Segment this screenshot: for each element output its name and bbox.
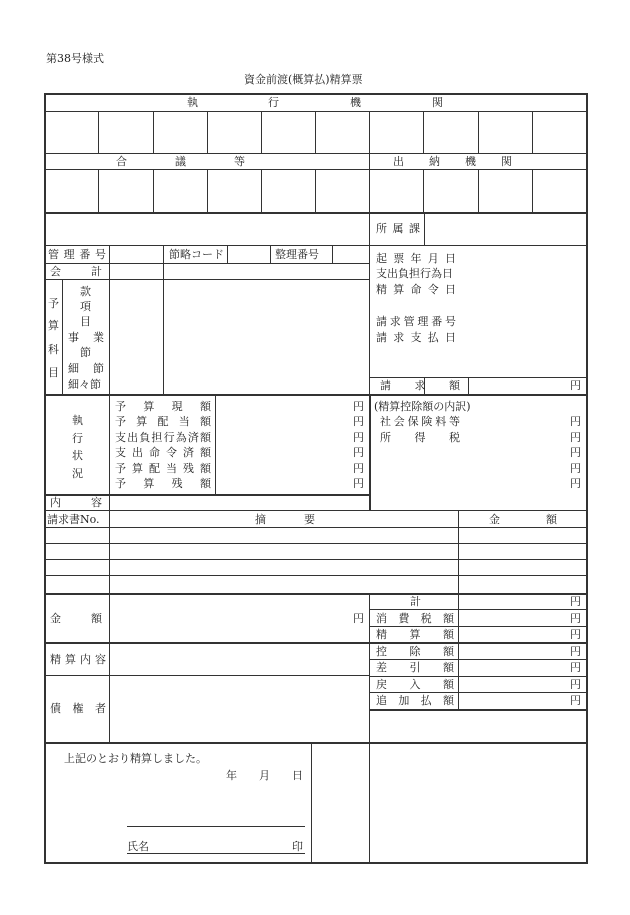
budget-subject-3: 科 <box>48 343 59 356</box>
commitment-done-yen: 円 <box>353 431 364 444</box>
social-insurance-yen: 円 <box>570 415 581 428</box>
refund-amount-yen: 円 <box>570 678 581 691</box>
budget-item-kan: 款 <box>80 285 91 298</box>
deduction-yen-5: 円 <box>570 477 581 490</box>
invoice-no-header: 請求書No. <box>47 513 100 526</box>
execution-status-1: 執 <box>72 414 83 427</box>
execution-status-4: 況 <box>72 467 83 480</box>
executing-agency-4: 関 <box>432 96 443 109</box>
council-1: 合 <box>116 155 127 168</box>
commitment-done-label: 支 出 負 担 行 為 済 額 <box>115 431 211 444</box>
claim-payment-date-label: 請 求 支 払 日 <box>376 331 456 344</box>
budget-subject-2: 算 <box>48 319 59 332</box>
deduction-yen-3: 円 <box>570 446 581 459</box>
month-label: 月 <box>259 769 270 782</box>
amount-header: 金 額 <box>489 513 557 526</box>
frame-bottom <box>44 862 588 864</box>
executing-agency-3: 機 <box>350 96 361 109</box>
execution-status-3: 状 <box>72 449 83 462</box>
additional-payment-label: 追 加 払 額 <box>376 694 454 707</box>
budget-item-setsu: 節 <box>80 346 91 359</box>
execution-status-2: 行 <box>72 432 83 445</box>
income-tax-label: 所 得 税 <box>380 431 460 444</box>
social-insurance-label: 社 会 保 険 料 等 <box>380 415 460 428</box>
disbursement-agency-2: 納 <box>429 155 440 168</box>
refund-amount-label: 戻 入 額 <box>376 678 454 691</box>
form-number: 第38号様式 <box>46 52 104 65</box>
budget-subject-1: 予 <box>48 297 59 310</box>
council-3: 等 <box>234 155 245 168</box>
budget-item-jigyou: 事 業 <box>68 331 104 344</box>
date-order-label: 精 算 命 令 日 <box>376 283 456 296</box>
budget-item-saisaisetsu: 細々節 <box>68 378 101 391</box>
abbr-code-label: 節略コード <box>169 248 224 261</box>
management-number-label: 管 理 番 号 <box>48 248 106 261</box>
content-label: 内 容 <box>50 496 102 509</box>
name-label: 氏名 <box>127 840 149 853</box>
budget-current-label: 予 算 現 額 <box>115 400 211 413</box>
budget-remaining-yen: 円 <box>353 477 364 490</box>
executing-agency-1: 執 <box>187 96 198 109</box>
budget-item-saisetsu: 細 節 <box>68 362 104 375</box>
budget-subject-4: 目 <box>48 366 59 379</box>
budget-item-moku: 目 <box>80 315 91 328</box>
income-tax-yen: 円 <box>570 431 581 444</box>
budget-remaining-label: 予 算 残 額 <box>115 477 211 490</box>
deduction-amount-label: 控 除 額 <box>376 645 454 658</box>
frame-left <box>44 93 46 864</box>
claim-amount-yen: 円 <box>570 379 581 392</box>
frame-right <box>586 93 588 864</box>
day-label: 日 <box>292 769 303 782</box>
summary-header: 摘 要 <box>255 513 315 526</box>
creditor-label: 債 権 者 <box>50 702 106 715</box>
total-label: 計 <box>410 595 421 608</box>
statement-text: 上記のとおり精算しました。 <box>64 752 207 765</box>
additional-payment-yen: 円 <box>570 694 581 707</box>
amount-label: 金 額 <box>50 612 102 625</box>
affiliated-section-label: 所 属 課 <box>376 222 420 235</box>
consumption-tax-label: 消 費 税 額 <box>376 612 454 625</box>
net-amount-label: 差 引 額 <box>376 661 454 674</box>
claim-amount-label: 請 求 額 <box>380 379 460 392</box>
date-draft-label: 起 票 年 月 日 <box>376 252 456 265</box>
date-commitment-label: 支出負担行為日 <box>376 267 453 280</box>
budget-allotment-yen: 円 <box>353 415 364 428</box>
total-yen: 円 <box>570 595 581 608</box>
settlement-amount-label: 精 算 額 <box>376 628 454 641</box>
settlement-amount-yen: 円 <box>570 628 581 641</box>
claim-mgmt-number-label: 請 求 管 理 番 号 <box>376 315 456 328</box>
order-done-yen: 円 <box>353 446 364 459</box>
budget-current-yen: 円 <box>353 400 364 413</box>
form-title: 資金前渡(概算払)精算票 <box>244 73 363 86</box>
disbursement-agency-3: 機 <box>465 155 476 168</box>
deduction-yen-4: 円 <box>570 462 581 475</box>
net-amount-yen: 円 <box>570 661 581 674</box>
deduction-breakdown-title: (精算控除額の内訳) <box>374 400 471 413</box>
accounting-label: 会 計 <box>50 265 102 278</box>
disbursement-agency-1: 出 <box>393 155 404 168</box>
allotment-remaining-yen: 円 <box>353 462 364 475</box>
amount-yen: 円 <box>353 612 364 625</box>
disbursement-agency-4: 関 <box>501 155 512 168</box>
adjust-number-label: 整理番号 <box>275 248 319 261</box>
consumption-tax-yen: 円 <box>570 612 581 625</box>
allotment-remaining-label: 予 算 配 当 残 額 <box>115 462 211 475</box>
frame-top <box>44 93 588 95</box>
seal-label: 印 <box>292 840 303 853</box>
budget-item-kou: 項 <box>80 300 91 313</box>
executing-agency-2: 行 <box>268 96 279 109</box>
deduction-amount-yen: 円 <box>570 645 581 658</box>
council-2: 議 <box>175 155 186 168</box>
budget-allotment-label: 予 算 配 当 額 <box>115 415 211 428</box>
year-label: 年 <box>226 769 237 782</box>
order-done-label: 支 出 命 令 済 額 <box>115 446 211 459</box>
settlement-content-label: 精 算 内 容 <box>50 653 106 666</box>
